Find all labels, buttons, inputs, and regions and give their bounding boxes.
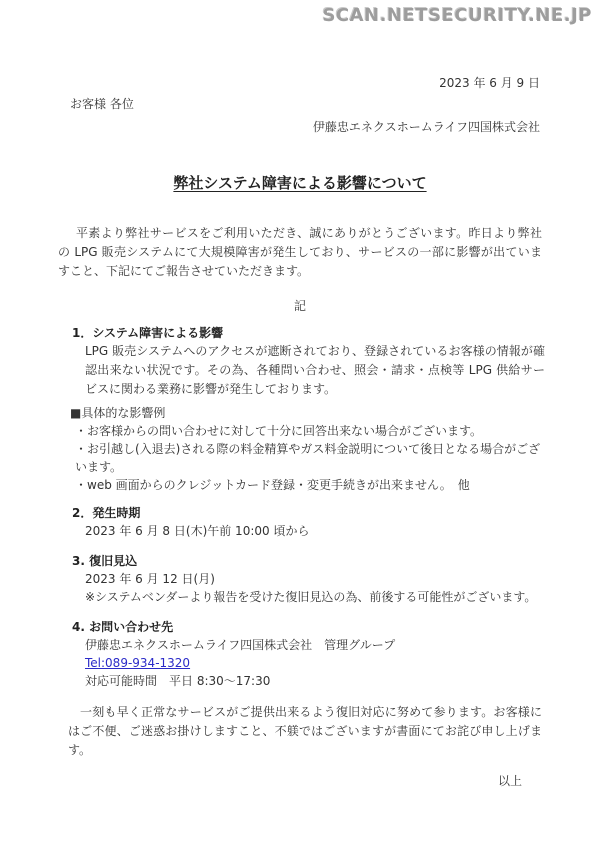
section-impact <box>72 324 545 399</box>
record-marker: 記 <box>293 299 306 313</box>
section-recovery-heading: 3. 復旧見込 <box>72 554 138 568</box>
example-item: ・お客様からの問い合わせに対して十分に回答出来ない場合がございます。 <box>75 424 483 438</box>
section-examples <box>70 404 545 494</box>
intro-paragraph: 平素より弊社サービスをご利用いただき、誠にありがとうございます。昨日より弊社の LPG 販売システムにて大規模障害が発生しており、サービスの一部に影響が出ていますこと、下記にてご報告させていただきます。 <box>58 226 542 278</box>
sender-company: 伊藤忠エネクスホームライフ四国株式会社 <box>312 120 540 134</box>
document-date: 2023 年 6 月 9 日 <box>439 76 540 90</box>
example-item: ・お引越し(入退去)される際の料金精算やガス料金説明について後日となる場合がございます。 <box>75 442 541 474</box>
section-recovery <box>72 552 545 606</box>
phone-link[interactable]: Tel:089-934-1320 <box>85 656 191 670</box>
addressee: お客様 各位 <box>70 97 134 111</box>
section-contact-heading: 4. お問い合わせ先 <box>72 620 174 634</box>
examples-heading: ■具体的な影響例 <box>70 406 166 420</box>
section-occurrence <box>72 504 545 540</box>
section-contact <box>72 618 545 690</box>
closing-paragraph: 一刻も早く正常なサービスがご提供出来るよう復旧対応に努めて参ります。お客様にはご不便、ご迷惑お掛けしますこと、不躾ではございますが書面にてお詫び申し上げます。 <box>68 705 542 757</box>
section-impact-body: LPG 販売システムへのアクセスが遮断されており、登録されているお客様の情報が確認出来ない状況です。その為、各種問い合わせ、照会・請求・点検等 LPG 供給サービスに関わる業務に影響が発生しております。 <box>85 344 545 396</box>
title-row <box>0 172 600 193</box>
recovery-date: 2023 年 6 月 12 日(月) <box>85 572 215 586</box>
closing-marker: 以上 <box>497 774 522 788</box>
section-impact-heading: 1．システム障害による影響 <box>72 326 224 340</box>
site-watermark: SCAN.NETSECURITY.NE.JP <box>322 5 592 26</box>
occurrence-datetime: 2023 年 6 月 8 日(木)午前 10:00 頃から <box>85 524 310 538</box>
document-title: 弊社システム障害による影響について <box>173 174 427 192</box>
recovery-note: ※システムベンダーより報告を受けた復旧見込の為、前後する可能性がございます。 <box>85 590 537 604</box>
examples-list <box>75 422 545 494</box>
contact-hours: 対応可能時間 平日 8:30～17:30 <box>85 674 271 688</box>
contact-company: 伊藤忠エネクスホームライフ四国株式会社 管理グループ <box>85 638 396 652</box>
example-item: ・web 画面からのクレジットカード登録・変更手続きが出来ません。 他 <box>75 478 470 492</box>
section-occurrence-heading: 2．発生時期 <box>72 506 141 520</box>
